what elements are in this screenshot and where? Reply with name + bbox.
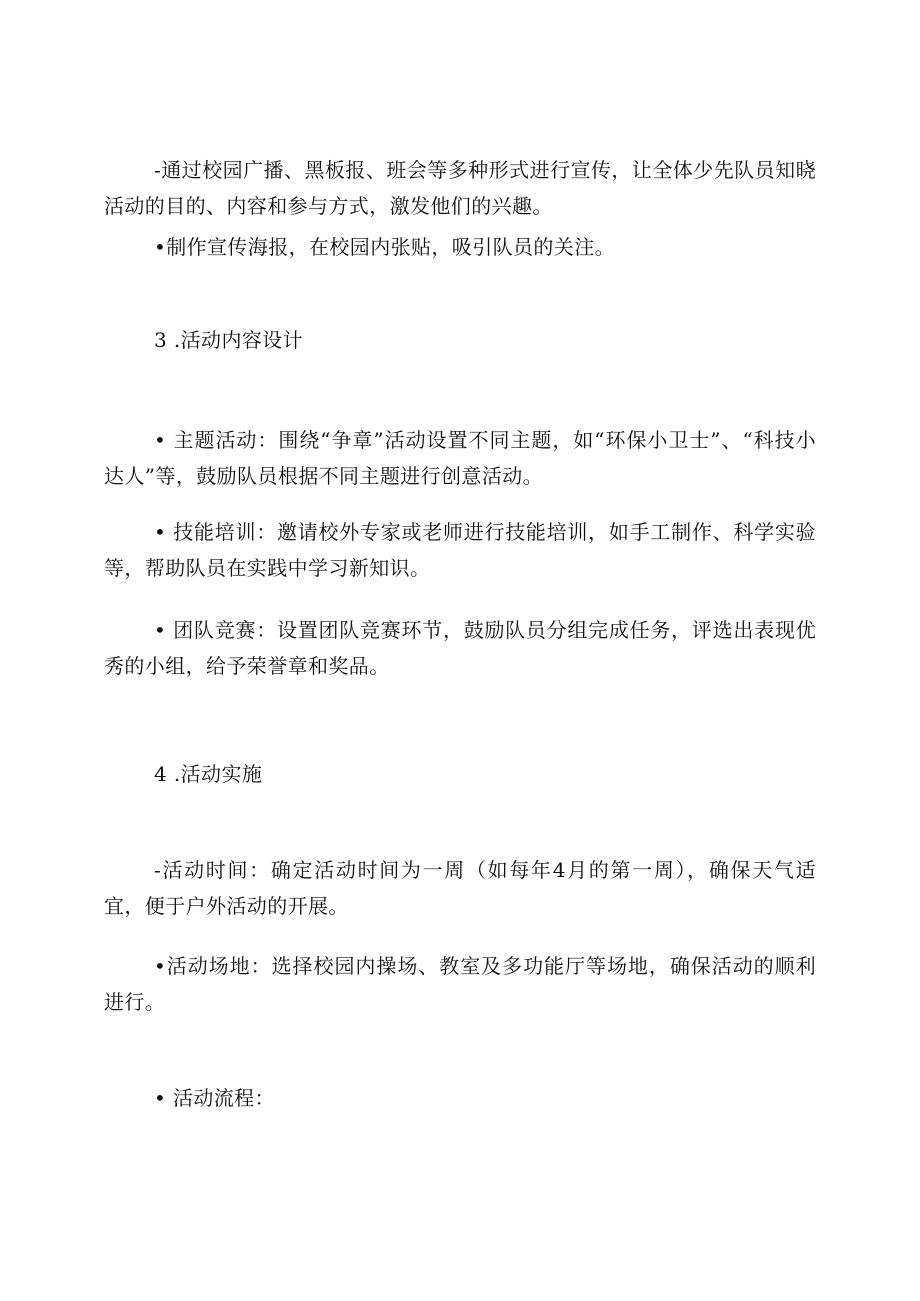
- section-heading-content-design: 3 .活动内容设计: [154, 328, 304, 352]
- paragraph-publicity-channels: -通过校园广播、黑板报、班会等多种形式进行宣传，让全体少先队员知晓活动的目的、内容和参与方式，激发他们的兴趣。: [104, 158, 816, 218]
- paragraph-team-competition: • 团队竞赛：设置团队竞赛环节，鼓励队员分组完成任务，评选出表现优秀的小组，给予荣誉章和奖品。: [104, 618, 816, 678]
- paragraph-activity-venue: •活动场地：选择校园内操场、教室及多功能厅等场地，确保活动的顺利进行。: [104, 954, 816, 1014]
- paragraph-theme-activity: • 主题活动：围绕“争章”活动设置不同主题，如“环保小卫士”、“科技小达人”等，鼓励队员根据不同主题进行创意活动。: [104, 428, 816, 488]
- paragraph-poster: •制作宣传海报，在校园内张贴，吸引队员的关注。: [154, 235, 615, 259]
- paragraph-activity-process: • 活动流程：: [154, 1086, 275, 1110]
- section-heading-implementation: 4 .活动实施: [154, 762, 263, 786]
- paragraph-activity-time: -活动时间：确定活动时间为一周（如每年4月的第一周），确保天气适宜，便于户外活动的开展。: [104, 858, 816, 918]
- paragraph-skill-training: • 技能培训：邀请校外专家或老师进行技能培训，如手工制作、科学实验等，帮助队员在实践中学习新知识。: [104, 520, 816, 580]
